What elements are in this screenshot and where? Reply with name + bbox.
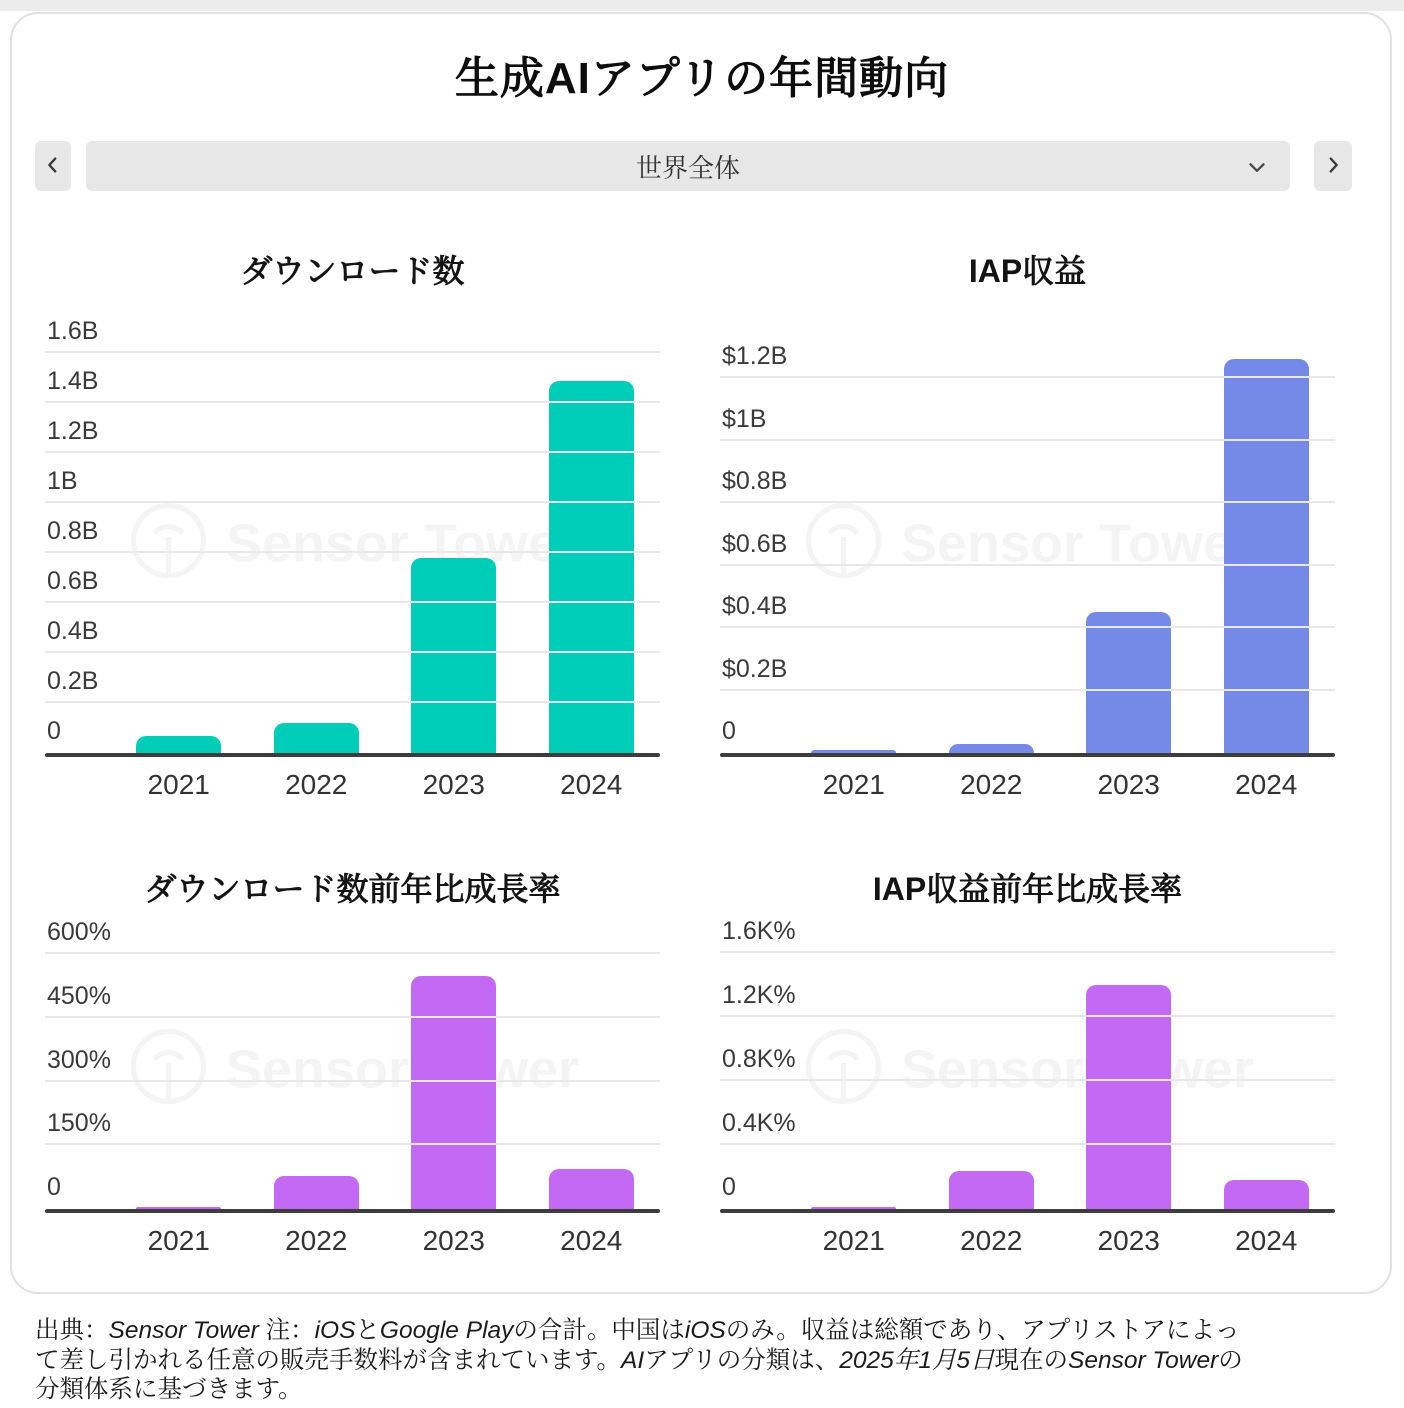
bar-iap-revenue-yoy-growth-2022 bbox=[949, 1171, 1034, 1209]
gridline bbox=[720, 951, 1335, 953]
bar-downloads-2021 bbox=[136, 736, 221, 753]
bar-iap-revenue-yoy-growth-2023 bbox=[1086, 985, 1171, 1209]
x-axis-label: 2022 bbox=[960, 1225, 1023, 1256]
downloads-growth-chart bbox=[45, 864, 660, 1257]
bar-slot bbox=[385, 929, 523, 1209]
source-note-segment: アプリの分類は、 bbox=[644, 1346, 840, 1374]
iap-revenue-plot-area bbox=[720, 333, 1335, 753]
x-axis-labels bbox=[110, 769, 660, 801]
bar-slot bbox=[523, 333, 661, 753]
x-axis-label: 2021 bbox=[822, 1225, 885, 1256]
x-axis-label: 2024 bbox=[560, 769, 623, 800]
bar-slot bbox=[248, 333, 386, 753]
x-axis-labels bbox=[785, 1225, 1335, 1257]
source-note-segment: Sensor Tower bbox=[108, 1317, 259, 1344]
source-note-segment: 現在の bbox=[994, 1346, 1068, 1374]
y-tick-label: 450% bbox=[47, 982, 111, 1011]
x-axis-label: 2022 bbox=[285, 1225, 348, 1256]
bar-slot bbox=[1060, 929, 1198, 1209]
gridline bbox=[720, 1143, 1335, 1145]
y-tick-label: $0.8B bbox=[722, 467, 788, 495]
y-tick-label: 1.6B bbox=[47, 317, 99, 345]
bar-slot bbox=[1198, 929, 1336, 1209]
x-axis-label: 2022 bbox=[285, 769, 348, 800]
x-axis-labels bbox=[785, 769, 1335, 801]
gridline bbox=[720, 626, 1335, 628]
source-note-segment: のみ。収益は総額であり、アプリストアによって差し引かれる任意の販売手数料が含まれています。 bbox=[35, 1317, 1240, 1374]
next-button[interactable] bbox=[1314, 141, 1352, 191]
watermark-text: Sensor Tower bbox=[225, 513, 580, 573]
watermark-text: Sensor Tower bbox=[900, 1039, 1255, 1099]
y-tick-label: $0.6B bbox=[722, 529, 788, 558]
y-tick-label: 300% bbox=[47, 1045, 111, 1074]
y-tick-label: 0.8K% bbox=[722, 1045, 796, 1073]
gridline bbox=[45, 1080, 660, 1082]
y-tick-label: 1.6K% bbox=[722, 917, 796, 945]
source-note-segment: 出典： bbox=[35, 1317, 109, 1344]
gridline bbox=[45, 551, 660, 553]
bar-slot bbox=[785, 929, 923, 1209]
x-axis-label: 2023 bbox=[1097, 1225, 1160, 1256]
bar-iap-revenue-yoy-growth-2021 bbox=[811, 1207, 896, 1209]
bar-downloads-yoy-growth-2021 bbox=[136, 1207, 221, 1209]
watermark-text: Sensor Tower bbox=[900, 513, 1255, 573]
bar-downloads-yoy-growth-2024 bbox=[549, 1169, 634, 1209]
bar-downloads-2023 bbox=[411, 558, 496, 753]
y-tick-label: 1.2K% bbox=[722, 981, 796, 1010]
x-axis-label: 2024 bbox=[560, 1225, 623, 1256]
gridline bbox=[720, 689, 1335, 691]
y-tick-label: 1.2B bbox=[47, 417, 99, 445]
gridline bbox=[45, 401, 660, 403]
x-axis-label: 2024 bbox=[1235, 769, 1298, 800]
gridline bbox=[45, 651, 660, 653]
gridline bbox=[720, 376, 1335, 378]
gridline bbox=[45, 451, 660, 453]
y-tick-label: 0.6B bbox=[47, 567, 99, 595]
x-axis-label: 2022 bbox=[960, 769, 1023, 800]
source-note-segment: AI bbox=[621, 1346, 645, 1374]
bar-iap-revenue-2024 bbox=[1224, 359, 1309, 753]
bar-iap-revenue-2021 bbox=[811, 750, 896, 753]
x-axis-label: 2023 bbox=[422, 769, 485, 800]
x-axis-label: 2021 bbox=[147, 1225, 210, 1256]
gridline bbox=[45, 601, 660, 603]
chart-title: IAP収益前年比成長率 bbox=[872, 871, 1183, 907]
bars-group bbox=[110, 333, 660, 753]
gridline bbox=[720, 501, 1335, 503]
bar-downloads-2022 bbox=[274, 723, 359, 753]
source-note-segment: iOS bbox=[314, 1317, 356, 1344]
y-tick-label: 1.4B bbox=[47, 367, 99, 395]
chevron-left-icon bbox=[42, 154, 64, 179]
bar-slot bbox=[110, 929, 248, 1209]
y-tick-label: 0 bbox=[722, 1173, 736, 1201]
gridline bbox=[45, 501, 660, 503]
gridline bbox=[45, 1143, 660, 1145]
bar-iap-revenue-2023 bbox=[1086, 612, 1171, 753]
source-note-segment: の合計。中国は bbox=[513, 1317, 685, 1344]
bars-group bbox=[785, 929, 1335, 1209]
bar-downloads-yoy-growth-2023 bbox=[411, 976, 496, 1209]
y-tick-label: 1B bbox=[47, 467, 78, 495]
y-tick-label: 0.4B bbox=[47, 617, 99, 645]
chart-title: IAP収益 bbox=[968, 253, 1087, 289]
y-tick-label: 0 bbox=[47, 1173, 61, 1201]
bars-group bbox=[110, 929, 660, 1209]
region-select[interactable] bbox=[86, 141, 1290, 191]
gridline bbox=[45, 1016, 660, 1018]
gridline bbox=[720, 1079, 1335, 1081]
y-tick-label: 0 bbox=[47, 717, 61, 745]
previous-button[interactable] bbox=[35, 141, 71, 191]
y-tick-label: 0 bbox=[722, 717, 736, 745]
source-note-segment: Sensor Tower bbox=[1068, 1346, 1219, 1374]
x-axis-label: 2023 bbox=[422, 1225, 485, 1256]
page-title: 生成AIアプリの年間動向 bbox=[454, 54, 950, 103]
bar-slot bbox=[385, 333, 523, 753]
y-tick-label: $1.2B bbox=[722, 342, 788, 370]
bar-iap-revenue-2022 bbox=[949, 744, 1034, 753]
page-top-strip bbox=[0, 0, 1404, 11]
bar-downloads-2024 bbox=[549, 381, 634, 754]
x-axis-label: 2021 bbox=[147, 769, 210, 800]
bar-iap-revenue-yoy-growth-2024 bbox=[1224, 1180, 1309, 1209]
x-axis-label: 2023 bbox=[1097, 769, 1160, 800]
y-tick-label: 600% bbox=[47, 918, 111, 947]
bar-downloads-yoy-growth-2022 bbox=[274, 1176, 359, 1209]
x-axis-label: 2024 bbox=[1235, 1225, 1298, 1256]
gridline bbox=[45, 952, 660, 954]
y-tick-label: 0.4K% bbox=[722, 1109, 796, 1137]
y-tick-label: $1B bbox=[722, 404, 767, 433]
watermark-text: Sensor Tower bbox=[225, 1039, 580, 1099]
gridline bbox=[45, 351, 660, 353]
chart-title: ダウンロード数前年比成長率 bbox=[144, 871, 561, 907]
source-note-segment: と bbox=[355, 1317, 380, 1344]
iap-revenue-chart bbox=[720, 246, 1335, 801]
source-note-segment: Google Play bbox=[379, 1317, 514, 1344]
downloads-growth-plot-area bbox=[45, 918, 660, 1209]
source-note-segment: 注： bbox=[258, 1317, 315, 1344]
y-tick-label: 150% bbox=[47, 1109, 111, 1138]
region-select-value: 世界全体 bbox=[635, 152, 740, 183]
iap-growth-chart bbox=[720, 864, 1335, 1257]
x-axis-labels bbox=[110, 1225, 660, 1257]
gridline bbox=[720, 439, 1335, 441]
chevron-right-icon bbox=[1322, 154, 1344, 179]
source-note-segment: 2025年1月5日 bbox=[839, 1346, 995, 1374]
x-axis-line bbox=[45, 1209, 660, 1213]
gridline bbox=[720, 564, 1335, 566]
y-tick-label: 0.8B bbox=[47, 517, 99, 545]
x-axis-line bbox=[720, 1209, 1335, 1213]
downloads-plot-area bbox=[45, 317, 660, 753]
bar-slot bbox=[523, 929, 661, 1209]
bar-slot bbox=[923, 929, 1061, 1209]
x-axis-line bbox=[720, 753, 1335, 757]
bar-slot bbox=[248, 929, 386, 1209]
chevron-down-icon bbox=[1244, 154, 1270, 185]
y-tick-label: $0.2B bbox=[722, 654, 788, 683]
downloads-chart bbox=[45, 246, 660, 801]
chart-title: ダウンロード数 bbox=[240, 253, 465, 289]
bar-slot bbox=[110, 333, 248, 753]
x-axis-label: 2021 bbox=[822, 769, 885, 800]
source-note bbox=[35, 1316, 1253, 1405]
y-tick-label: 0.2B bbox=[47, 667, 99, 695]
x-axis-line bbox=[45, 753, 660, 757]
y-tick-label: $0.4B bbox=[722, 592, 788, 620]
source-note-segment: iOS bbox=[684, 1317, 726, 1344]
gridline bbox=[45, 701, 660, 703]
gridline bbox=[720, 1015, 1335, 1017]
source-note-segment: の分類体系に基づきます。 bbox=[35, 1346, 1243, 1403]
iap-growth-plot-area bbox=[720, 917, 1335, 1209]
